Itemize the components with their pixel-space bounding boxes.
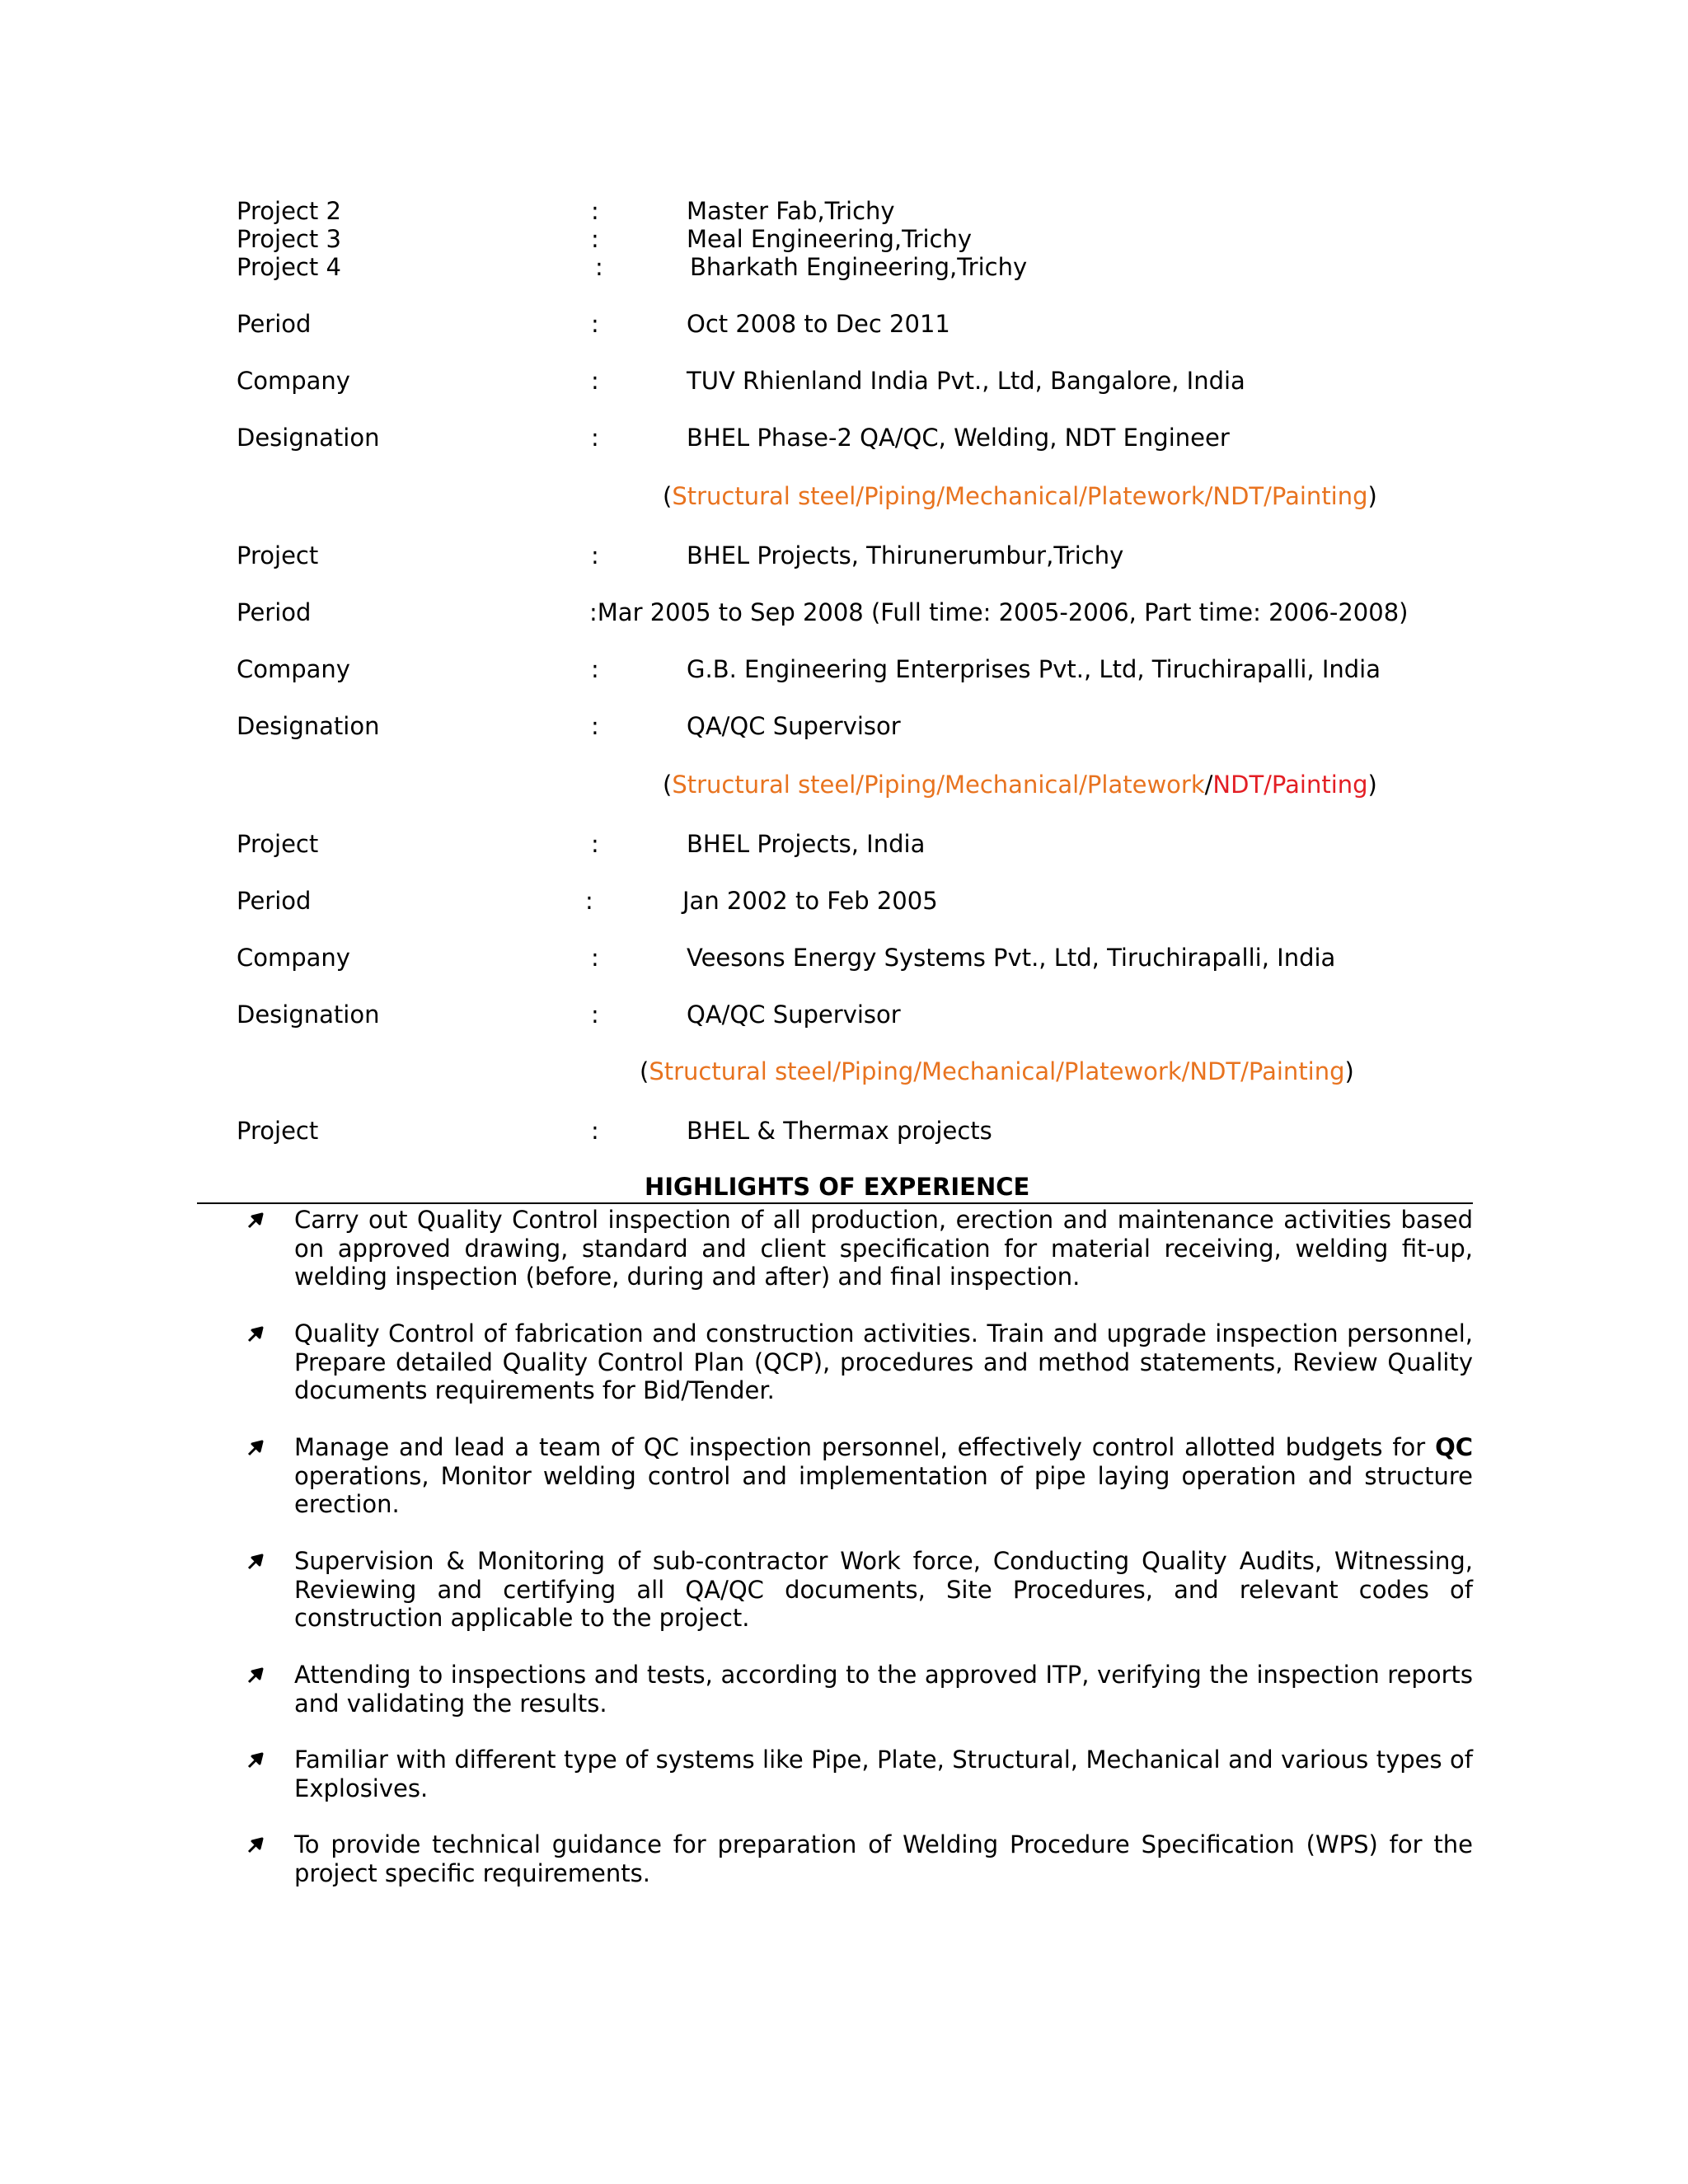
pointing-arrow-icon bbox=[246, 1834, 267, 1855]
highlight-text: Quality Control of fabrication and construction activities. Train and upgrade inspection personnel, Prepare detailed Quality Control Plan (QCP), procedures and method statements, Review Quality documents requirements for Bid/Tender. bbox=[294, 1319, 1473, 1404]
highlight-text: Familiar with different type of systems like Pipe, Plate, Structural, Mechanical and various types of Explosives. bbox=[294, 1746, 1473, 1802]
detail-row-project-4 bbox=[0, 252, 1688, 282]
detail-label: Project 3 bbox=[237, 225, 341, 253]
detail-row-designation bbox=[0, 1000, 1688, 1029]
scope-open: ( bbox=[640, 1057, 649, 1085]
scope-main: Structural steel/Piping/Mechanical/Platework/NDT/Painting bbox=[649, 1057, 1345, 1085]
pointing-arrow-icon bbox=[246, 1436, 267, 1458]
detail-colon: : bbox=[591, 225, 599, 253]
scope-separator: / bbox=[1204, 771, 1213, 799]
detail-label: Period bbox=[237, 887, 312, 915]
detail-colon: : bbox=[595, 253, 603, 281]
detail-value: Master Fab,Trichy bbox=[687, 197, 895, 225]
detail-colon: : bbox=[591, 712, 599, 740]
highlight-text-part: Manage and lead a team of QC inspection personnel, effectively control allotted budgets for bbox=[294, 1433, 1436, 1461]
detail-value: Bharkath Engineering,Trichy bbox=[690, 253, 1028, 281]
highlight-bold-text: QC bbox=[1435, 1433, 1473, 1461]
pointing-arrow-icon bbox=[246, 1664, 267, 1685]
section-divider bbox=[197, 1202, 1473, 1204]
detail-row-designation bbox=[0, 711, 1688, 741]
detail-value: Meal Engineering,Trichy bbox=[687, 225, 973, 253]
detail-label: Project bbox=[237, 541, 319, 569]
detail-label: Company bbox=[237, 367, 350, 395]
pointing-arrow-icon bbox=[246, 1323, 267, 1344]
detail-row-company bbox=[0, 366, 1688, 396]
detail-colon: : bbox=[585, 887, 593, 915]
scope-close: ) bbox=[1367, 771, 1377, 799]
scope-open: ( bbox=[663, 482, 673, 510]
detail-value: Veesons Energy Systems Pvt., Ltd, Tiruchirapalli, India bbox=[687, 944, 1336, 972]
detail-value: BHEL & Thermax projects bbox=[687, 1117, 992, 1145]
detail-colon: : bbox=[591, 830, 599, 858]
highlight-text: To provide technical guidance for preparation of Welding Procedure Specification (WPS) for the project specific requirements. bbox=[294, 1830, 1473, 1887]
detail-row-project bbox=[0, 829, 1688, 859]
detail-colon-value bbox=[589, 598, 1408, 627]
detail-row-period bbox=[0, 598, 1688, 627]
detail-row-project bbox=[0, 541, 1688, 570]
detail-label: Project 2 bbox=[237, 197, 341, 225]
detail-row-period bbox=[0, 886, 1688, 916]
scope-main: Structural steel/Piping/Mechanical/Platework bbox=[672, 771, 1205, 799]
detail-value: Oct 2008 to Dec 2011 bbox=[687, 310, 950, 338]
detail-row-period bbox=[0, 309, 1688, 339]
detail-colon: : bbox=[591, 424, 599, 452]
scope-main: Structural steel/Piping/Mechanical/Platework/NDT/Painting bbox=[672, 482, 1368, 510]
scope-red: NDT/Painting bbox=[1212, 771, 1368, 799]
detail-row-designation bbox=[0, 423, 1688, 452]
detail-colon: : bbox=[591, 197, 599, 225]
detail-row-company bbox=[0, 943, 1688, 972]
detail-label: Designation bbox=[237, 1001, 380, 1029]
pointing-arrow-icon bbox=[246, 1209, 267, 1230]
scope-close: ) bbox=[1367, 482, 1377, 510]
detail-label: Company bbox=[237, 944, 350, 972]
detail-row-project bbox=[0, 1116, 1688, 1146]
detail-colon: : bbox=[591, 367, 599, 395]
highlight-text: Attending to inspections and tests, according to the approved ITP, verifying the inspection reports and validating the results. bbox=[294, 1661, 1473, 1718]
highlight-text-part: operations, Monitor welding control and implementation of pipe laying operation and structure erection. bbox=[294, 1461, 1473, 1518]
scope-close: ) bbox=[1344, 1057, 1354, 1085]
detail-colon: : bbox=[591, 1117, 599, 1145]
scope-line bbox=[640, 1057, 1354, 1086]
detail-colon: : bbox=[591, 944, 599, 972]
pointing-arrow-icon bbox=[246, 1550, 267, 1572]
detail-value: QA/QC Supervisor bbox=[687, 712, 901, 740]
detail-value: Mar 2005 to Sep 2008 (Full time: 2005-2006, Part time: 2006-2008) bbox=[597, 598, 1409, 626]
detail-colon: : bbox=[589, 598, 598, 626]
detail-label: Project bbox=[237, 1117, 319, 1145]
highlight-text: Supervision & Monitoring of sub-contractor Work force, Conducting Quality Audits, Witnessing, Reviewing and certifying all QA/QC documents, Site Procedures, and relevant codes of construction applicable to the project. bbox=[294, 1547, 1473, 1632]
detail-colon: : bbox=[591, 310, 599, 338]
detail-row-company bbox=[0, 654, 1688, 684]
detail-label: Designation bbox=[237, 712, 380, 740]
detail-colon: : bbox=[591, 541, 599, 569]
detail-label: Period bbox=[237, 598, 312, 626]
detail-value: BHEL Projects, India bbox=[687, 830, 926, 858]
detail-colon: : bbox=[591, 1001, 599, 1029]
detail-label: Period bbox=[237, 310, 312, 338]
detail-row-project-2 bbox=[0, 196, 1688, 226]
detail-value: QA/QC Supervisor bbox=[687, 1001, 901, 1029]
detail-colon: : bbox=[591, 655, 599, 683]
detail-value: BHEL Projects, Thirunerumbur,Trichy bbox=[687, 541, 1124, 569]
detail-value: BHEL Phase-2 QA/QC, Welding, NDT Engineer bbox=[687, 424, 1230, 452]
pointing-arrow-icon bbox=[246, 1749, 267, 1770]
detail-label: Company bbox=[237, 655, 350, 683]
highlight-text: Carry out Quality Control inspection of all production, erection and maintenance activities based on approved drawing, standard and client specification for material receiving, welding fit-up, welding inspection (before, during and after) and final inspection. bbox=[294, 1206, 1473, 1291]
detail-label: Project bbox=[237, 830, 319, 858]
section-heading bbox=[0, 1172, 1688, 1202]
detail-value: Jan 2002 to Feb 2005 bbox=[682, 887, 938, 915]
detail-row-project-3 bbox=[0, 224, 1688, 254]
scope-line bbox=[663, 481, 1377, 511]
detail-value: TUV Rhienland India Pvt., Ltd, Bangalore, India bbox=[687, 367, 1245, 395]
scope-open: ( bbox=[663, 771, 673, 799]
detail-value: G.B. Engineering Enterprises Pvt., Ltd, Tiruchirapalli, India bbox=[687, 655, 1381, 683]
detail-label: Project 4 bbox=[237, 253, 341, 281]
highlight-text bbox=[294, 1433, 1473, 1519]
scope-line bbox=[663, 770, 1377, 799]
section-heading-text: HIGHLIGHTS OF EXPERIENCE bbox=[645, 1173, 1030, 1201]
detail-label: Designation bbox=[237, 424, 380, 452]
